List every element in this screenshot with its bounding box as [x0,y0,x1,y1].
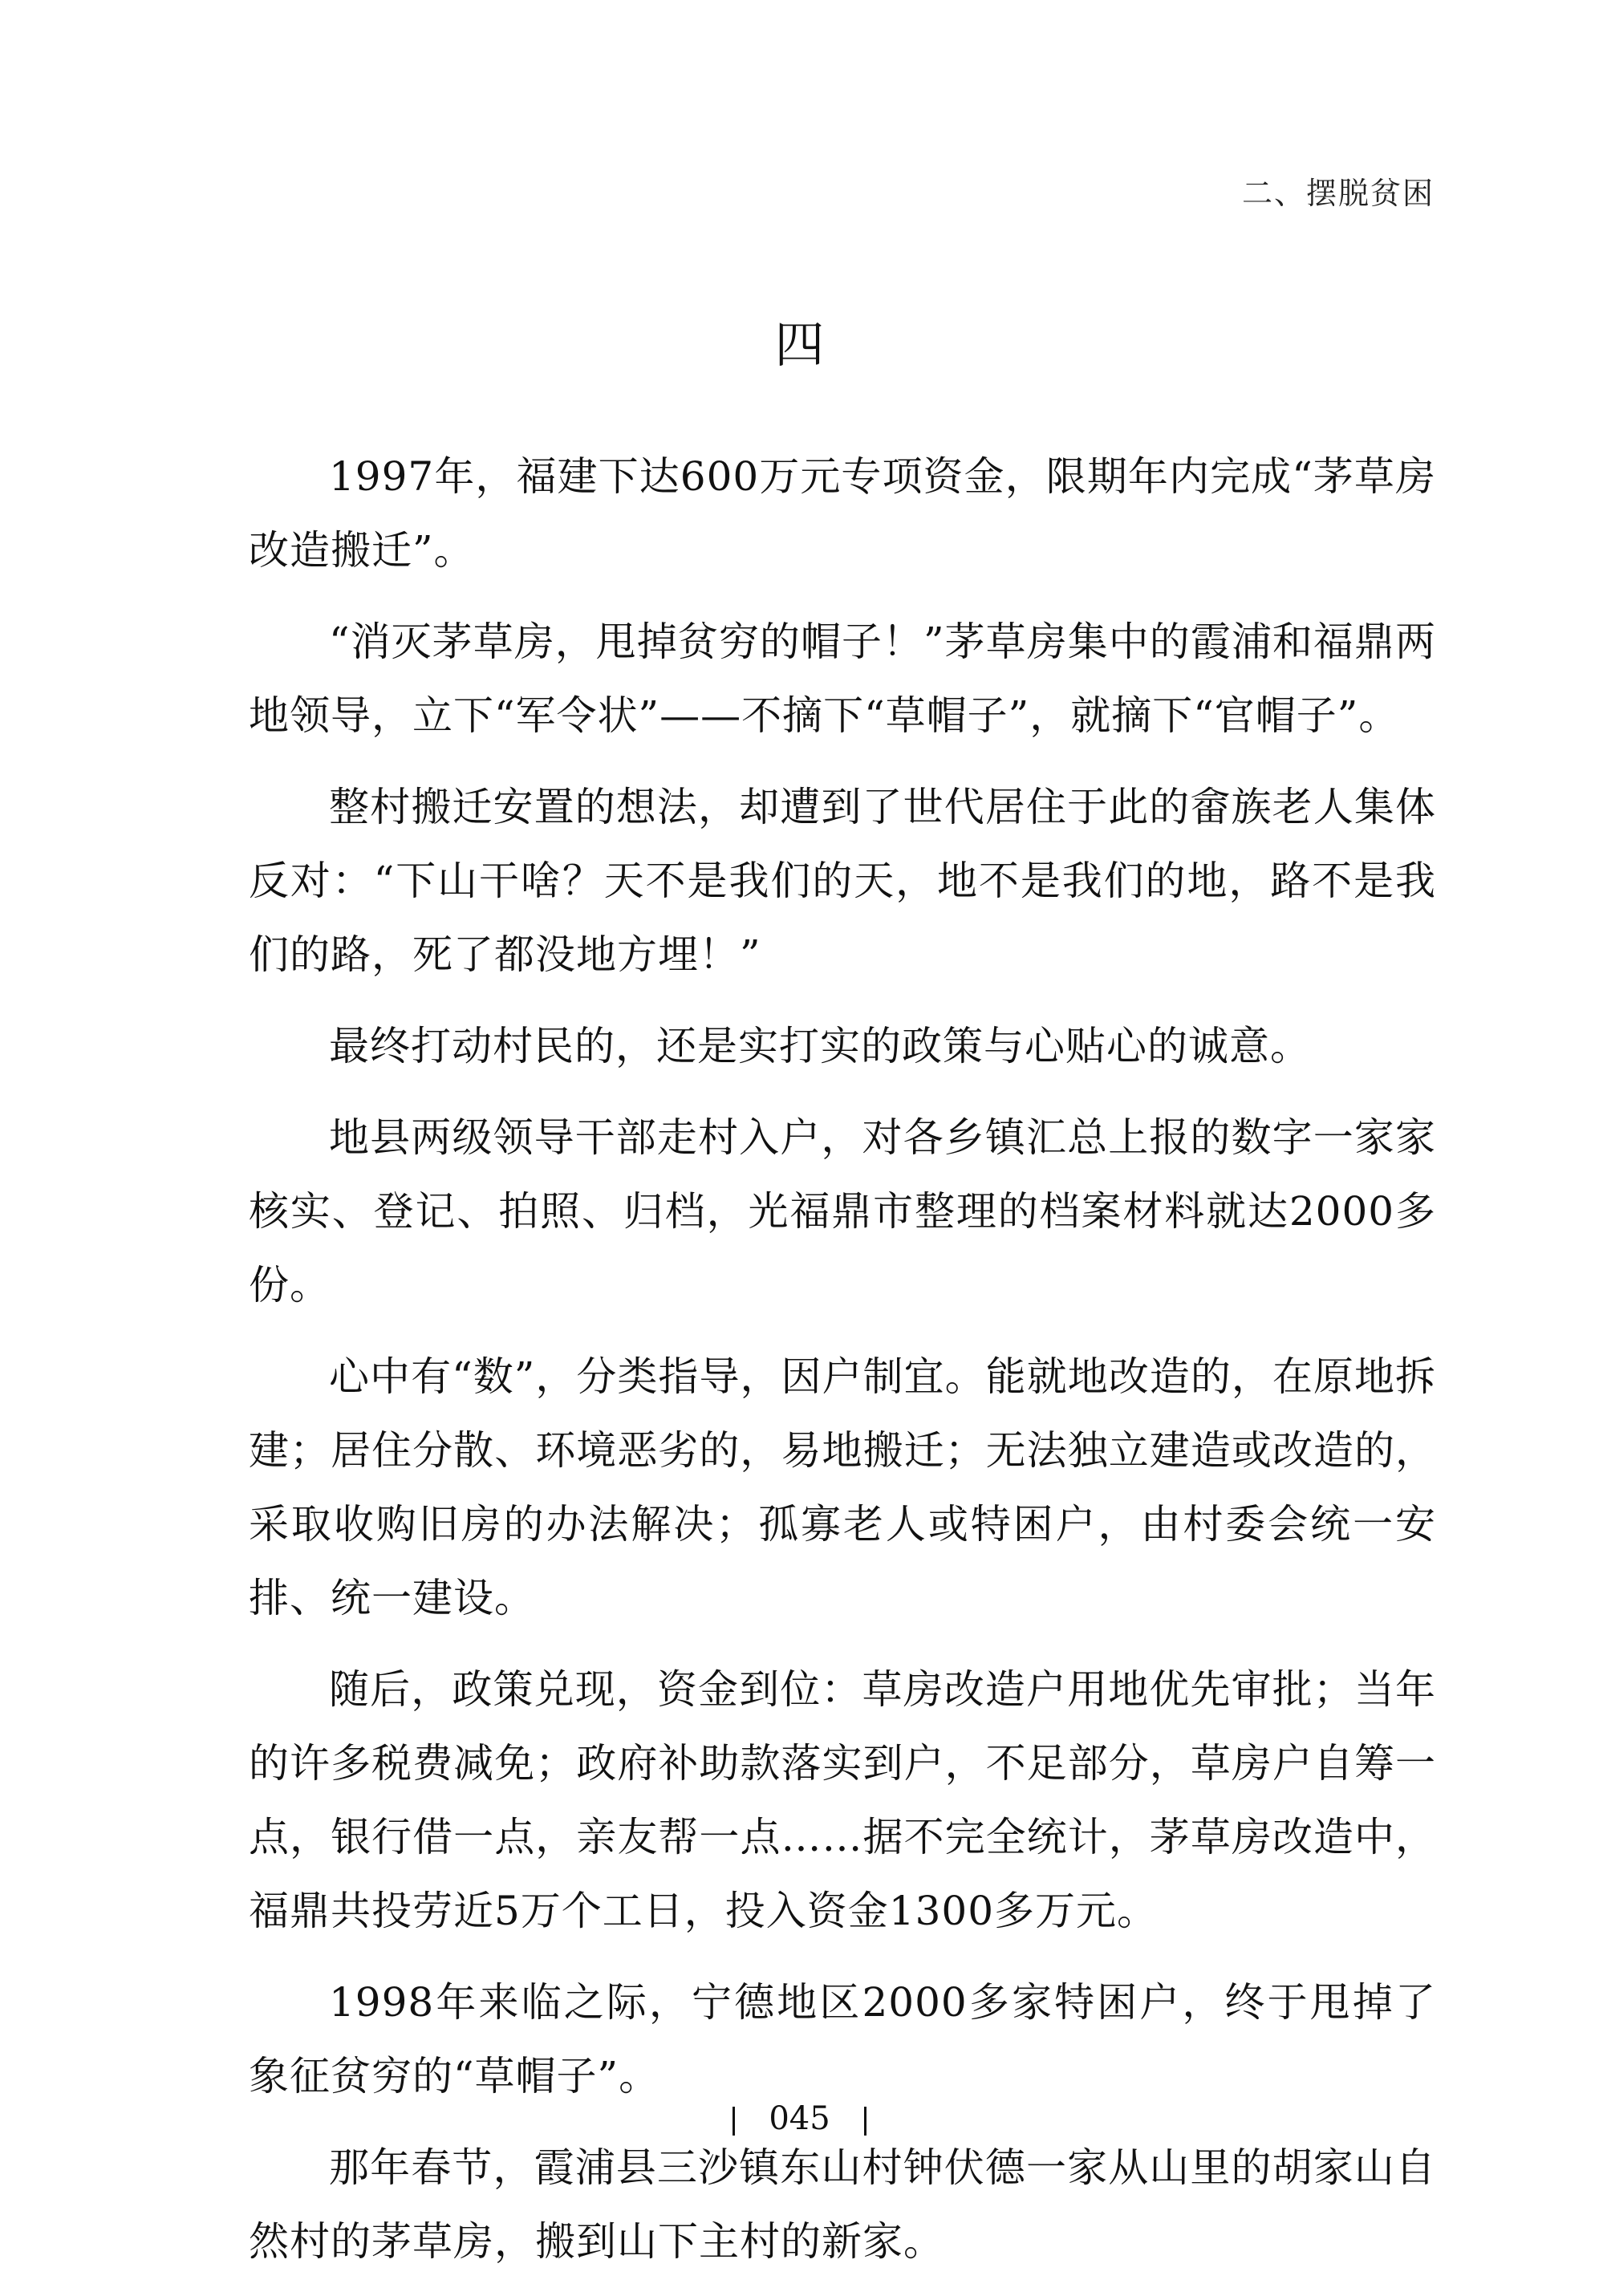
paragraph: 整村搬迁安置的想法，却遭到了世代居住于此的畲族老人集体反对：“下山干啥？天不是我们的天，地不是我们的地，路不是我们的路，死了都没地方埋！” [249,784,1436,978]
folio-bar-right [864,2107,866,2136]
folio-bar-left [733,2107,735,2136]
section-title: 四 [774,315,825,374]
paragraph: 地县两级领导干部走村入户，对各乡镇汇总上报的数字一家家核实、登记、拍照、归档，光福鼎市整理的档案材料就达2000多份。 [249,1114,1436,1308]
running-header: 二、摆脱贫困 [1241,176,1435,211]
paragraph: 最终打动村民的，还是实打实的政策与心贴心的诚意。 [329,1023,1311,1069]
paragraph: “消灭茅草房，甩掉贫穷的帽子！”茅草房集中的霞浦和福鼎两地领导，立下“军令状”——不摘下“草帽子”，就摘下“官帽子”。 [249,619,1436,739]
paragraph: 1998年来临之际，宁德地区2000多家特困户，终于甩掉了象征贫穷的“草帽子”。 [249,1979,1436,2099]
paragraph: 那年春节，霞浦县三沙镇东山村钟伏德一家从山里的胡家山自然村的茅草房，搬到山下主村的新家。 [249,2144,1436,2265]
paragraph: 1997年，福建下达600万元专项资金，限期年内完成“茅草房改造搬迁”。 [249,453,1436,574]
body-text [249,440,1436,2296]
page-number: 045 [769,2100,830,2137]
paragraph: 心中有“数”，分类指导，因户制宜。能就地改造的，在原地拆建；居住分散、环境恶劣的，易地搬迁；无法独立建造或改造的，采取收购旧房的办法解决；孤寡老人或特困户，由村委会统一安排、统一建设。 [249,1353,1436,1621]
page-footer [0,2100,1599,2137]
paragraph: 随后，政策兑现，资金到位：草房改造户用地优先审批；当年的许多税费减免；政府补助款落实到户，不足部分，草房户自筹一点，银行借一点，亲友帮一点……据不完全统计，茅草房改造中，福鼎共投劳近5万个工日，投入资金1300多万元。 [249,1666,1436,1934]
